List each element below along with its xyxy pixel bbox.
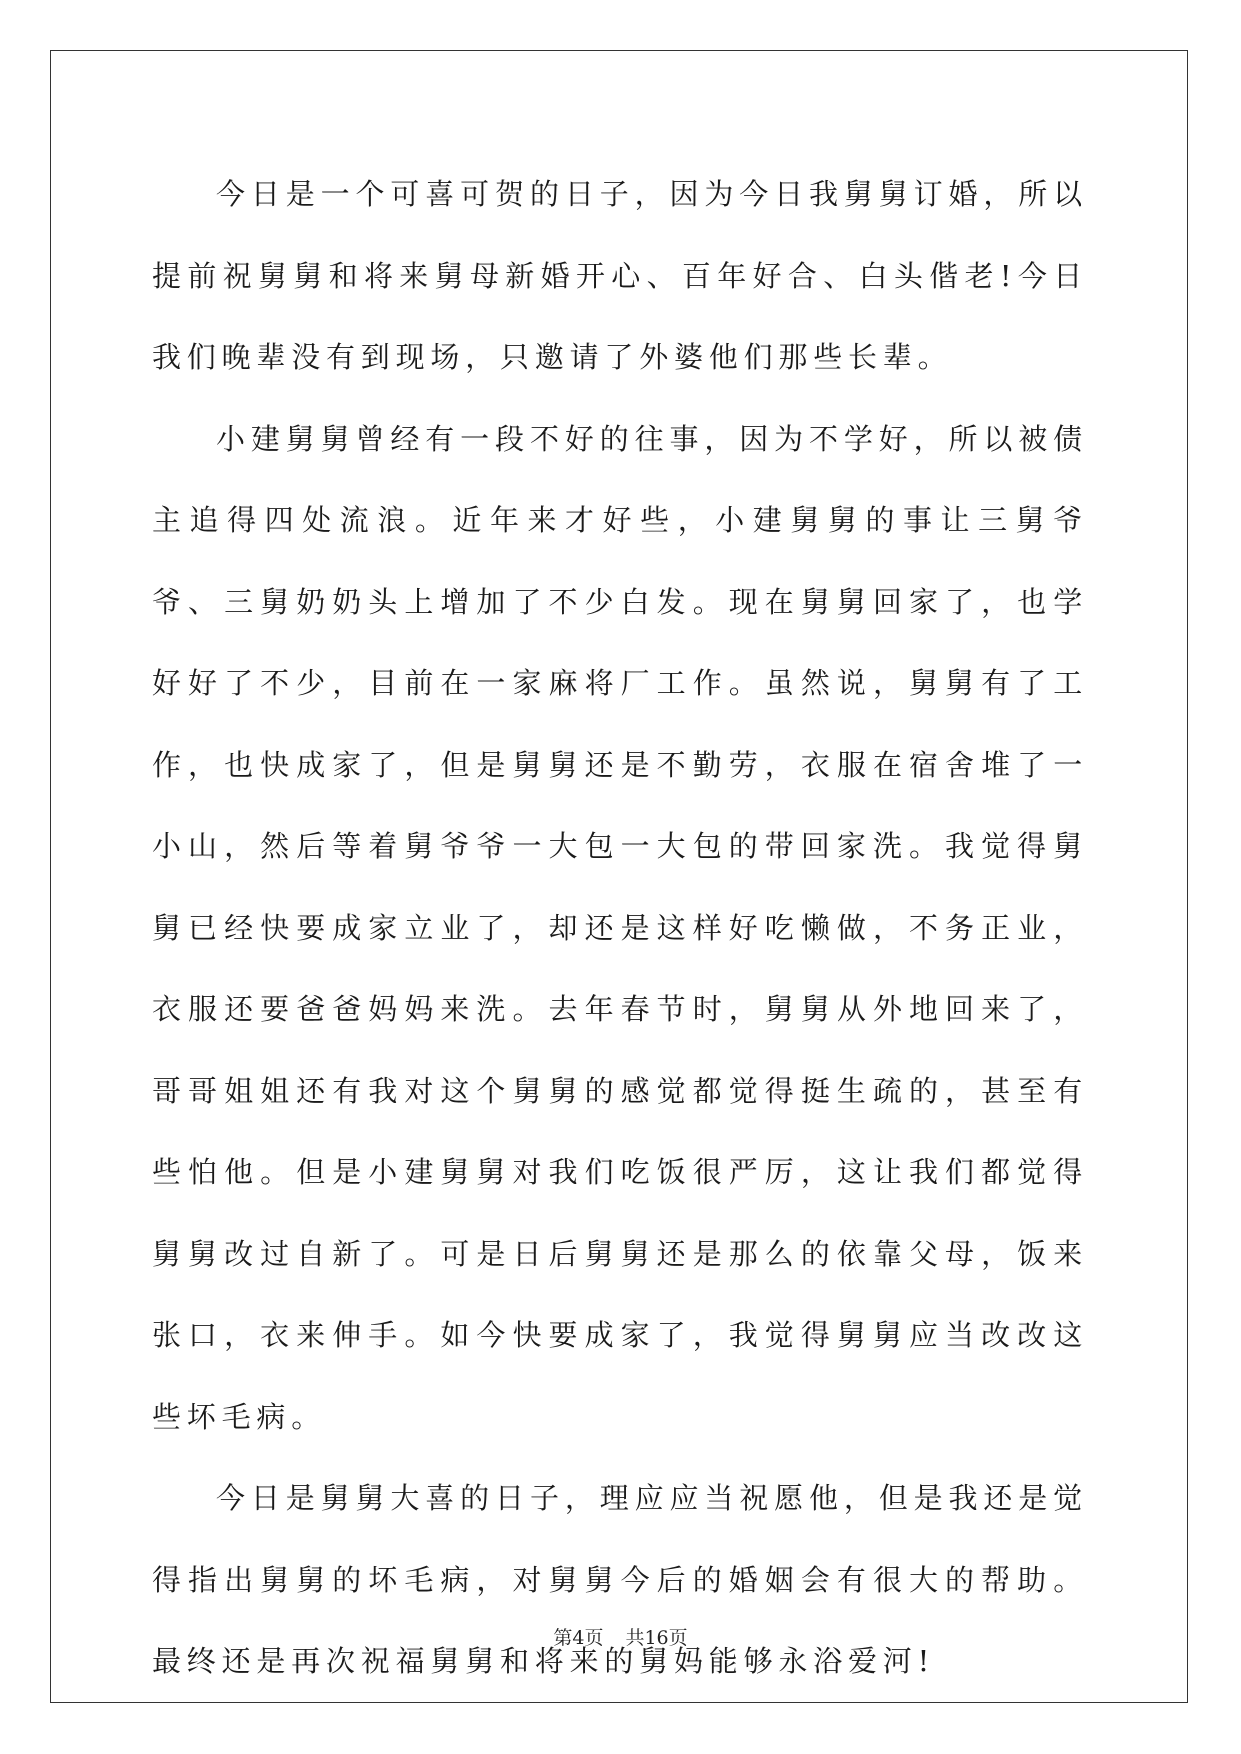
paragraph-2: 小建舅舅曾经有一段不好的往事，因为不学好，所以被债主追得四处流浪。近年来才好些，小建舅舅的事让三舅爷爷、三舅奶奶头上增加了不少白发。现在舅舅回家了，也学好好了不少，目前在一家麻将厂工作。虽然说，舅舅有了工作，也快成家了，但是舅舅还是不勤劳，衣服在宿舍堆了一小山，然后等着舅爷爷一大包一大包的带回家洗。我觉得舅舅已经快要成家立业了，却还是这样好吃懒做，不务正业，衣服还要爸爸妈妈来洗。去年春节时，舅舅从外地回来了，哥哥姐姐还有我对这个舅舅的感觉都觉得挺生疏的，甚至有些怕他。但是小建舅舅对我们吃饭很严厉，这让我们都觉得舅舅改过自新了。可是日后舅舅还是那么的依靠父母，饭来张口，衣来伸手。如今快要成家了，我觉得舅舅应当改改这些坏毛病。 (152, 421, 1088, 1434)
page-number-total: 共16页 (625, 1627, 688, 1649)
page-number-current: 第4页 (553, 1627, 604, 1649)
page-footer (0, 1623, 1241, 1650)
document-body (152, 154, 1088, 1703)
paragraph-1: 今日是一个可喜可贺的日子，因为今日我舅舅订婚，所以提前祝舅舅和将来舅母新婚开心、百年好合、白头偕老!今日我们晚辈没有到现场，只邀请了外婆他们那些长辈。 (152, 177, 1088, 374)
paragraph-3: 今日是舅舅大喜的日子，理应应当祝愿他，但是我还是觉得指出舅舅的坏毛病，对舅舅今后的婚姻会有很大的帮助。最终还是再次祝福舅舅和将来的舅妈能够永浴爱河! (152, 1481, 1088, 1678)
